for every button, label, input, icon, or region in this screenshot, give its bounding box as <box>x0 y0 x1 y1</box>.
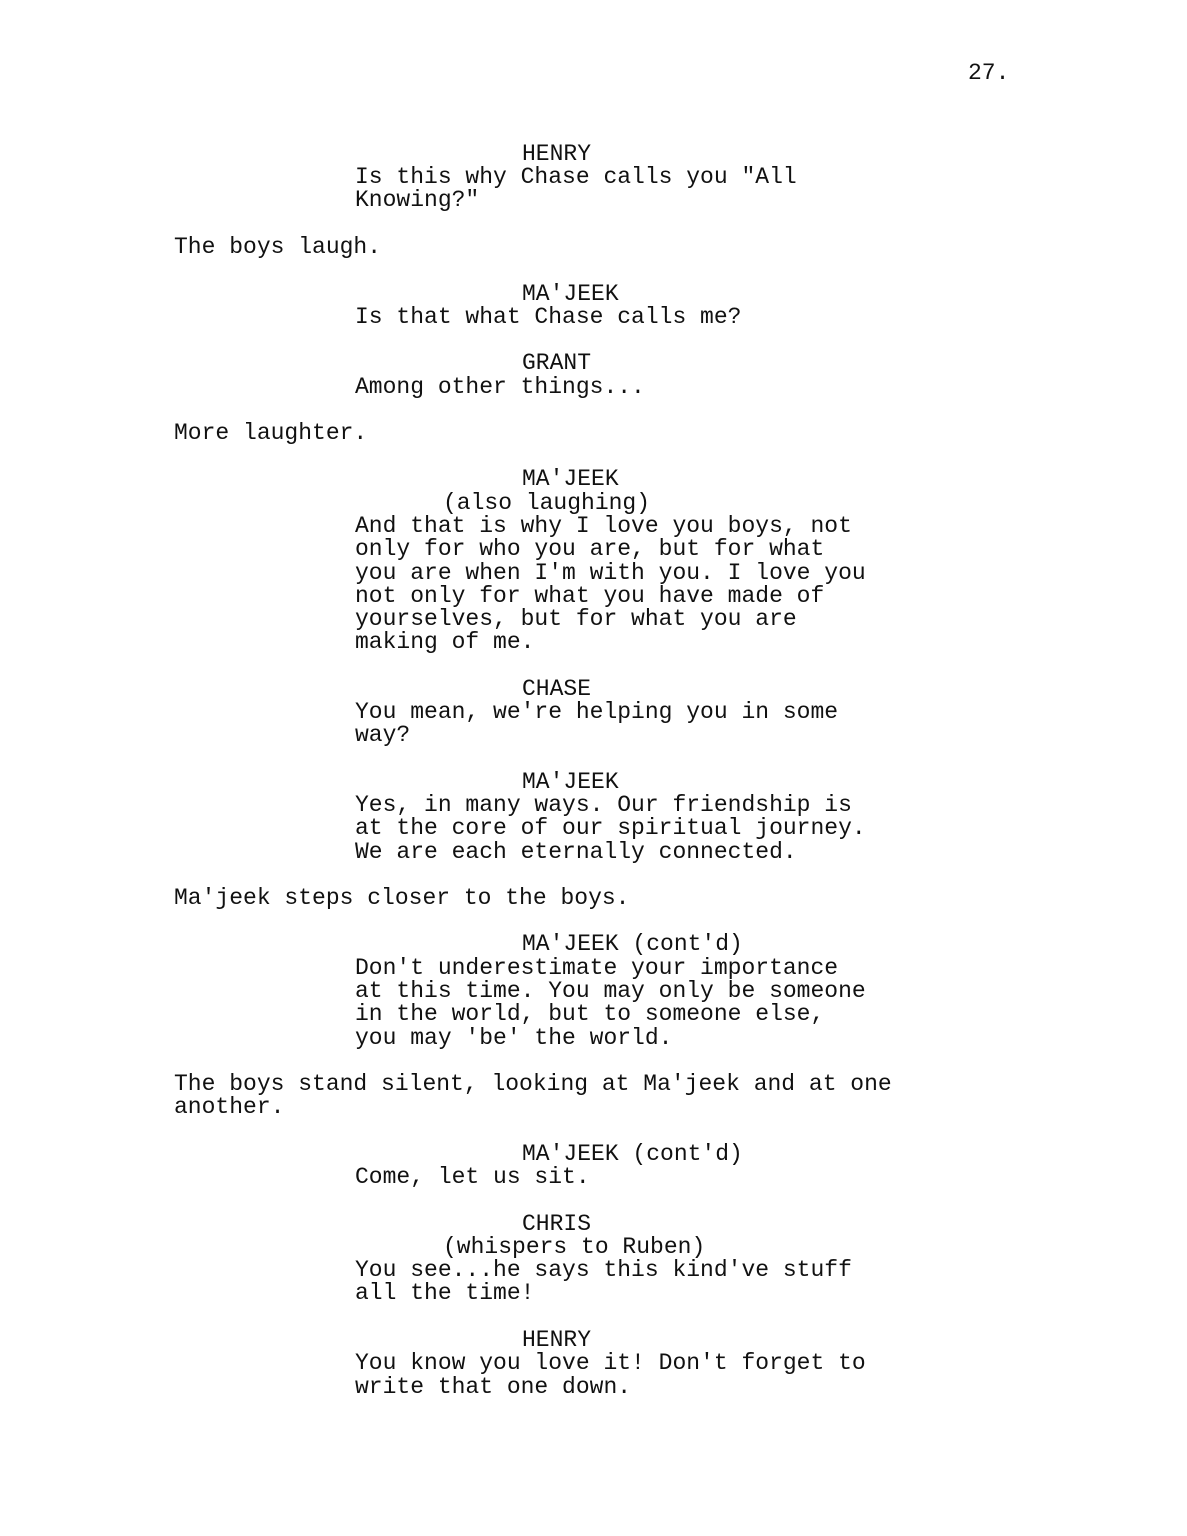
dialogue-line: We are each eternally connected. <box>355 839 797 865</box>
dialogue-line: You know you love it! Don't forget to <box>355 1350 866 1376</box>
dialogue-line: Knowing?" <box>355 187 480 213</box>
dialogue-line: Among other things... <box>355 374 645 400</box>
dialogue-line: Come, let us sit. <box>355 1164 590 1190</box>
dialogue-line: making of me. <box>355 629 535 655</box>
dialogue-line: at the core of our spiritual journey. <box>355 815 866 841</box>
character-name: MA'JEEK <box>522 466 619 492</box>
action-line: More laughter. <box>174 420 368 446</box>
character-name: MA'JEEK (cont'd) <box>522 1141 743 1167</box>
dialogue-line: all the time! <box>355 1280 535 1306</box>
character-name: MA'JEEK <box>522 281 619 307</box>
character-name: CHRIS <box>522 1211 592 1237</box>
dialogue-line: way? <box>355 722 411 748</box>
page-number: 27. <box>968 60 1010 86</box>
action-line: The boys stand silent, looking at Ma'jeek and at one <box>174 1071 892 1097</box>
character-name: GRANT <box>522 350 592 376</box>
dialogue-line: Is this why Chase calls you "All <box>355 164 797 190</box>
action-line: The boys laugh. <box>174 234 382 260</box>
dialogue-line: only for who you are, but for what <box>355 536 825 562</box>
action-line: another. <box>174 1094 285 1120</box>
dialogue-line: Yes, in many ways. Our friendship is <box>355 792 852 818</box>
dialogue-line: at this time. You may only be someone <box>355 978 866 1004</box>
dialogue-line: Is that what Chase calls me? <box>355 304 742 330</box>
character-name: MA'JEEK <box>522 769 619 795</box>
character-name: CHASE <box>522 676 592 702</box>
dialogue-line: you are when I'm with you. I love you <box>355 560 866 586</box>
dialogue-line: Don't underestimate your importance <box>355 955 839 981</box>
dialogue-line: write that one down. <box>355 1374 632 1400</box>
action-line: Ma'jeek steps closer to the boys. <box>174 885 630 911</box>
parenthetical: (also laughing) <box>443 490 651 516</box>
dialogue-line: you may 'be' the world. <box>355 1025 673 1051</box>
character-name: HENRY <box>522 141 592 167</box>
parenthetical: (whispers to Ruben) <box>443 1234 706 1260</box>
dialogue-line: And that is why I love you boys, not <box>355 513 852 539</box>
character-name: HENRY <box>522 1327 592 1353</box>
dialogue-line: not only for what you have made of <box>355 583 825 609</box>
dialogue-line: yourselves, but for what you are <box>355 606 797 632</box>
character-name: MA'JEEK (cont'd) <box>522 931 743 957</box>
dialogue-line: in the world, but to someone else, <box>355 1001 825 1027</box>
dialogue-line: You see...he says this kind've stuff <box>355 1257 852 1283</box>
dialogue-line: You mean, we're helping you in some <box>355 699 839 725</box>
